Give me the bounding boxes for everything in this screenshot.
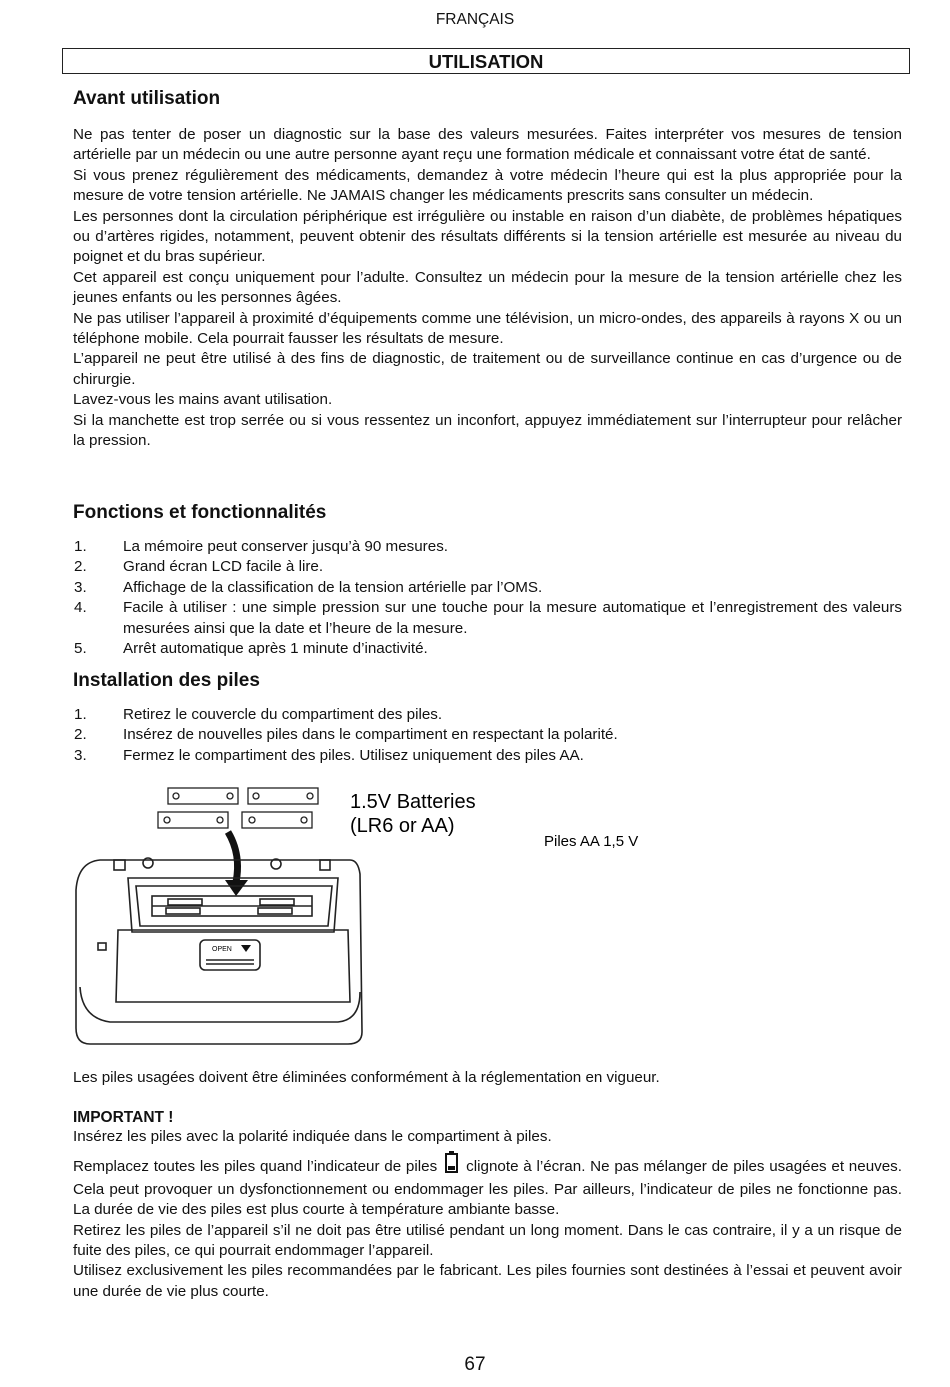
fonctions-list: [73, 537, 902, 659]
page-number: 67: [464, 1354, 486, 1375]
list-item: [73, 598, 902, 639]
list-item: [73, 578, 902, 598]
important-label: IMPORTANT !: [73, 1109, 174, 1126]
batteries-type-label: (LR6 or AA): [350, 815, 455, 837]
avant-paragraph: Si vous prenez régulièrement des médicaments, demandez à votre médecin l’heure qui est la plus appropriée pour la mesure de votre tension artérielle. Ne JAMAIS changer les médicaments prescrits sans consulter un médecin.: [73, 166, 902, 205]
avant-heading: Avant utilisation: [73, 88, 221, 109]
installation-section: [73, 670, 902, 766]
important-line: Insérez les piles avec la polarité indiquée dans le compartiment à piles.: [73, 1128, 552, 1145]
list-number: 2.: [74, 726, 87, 744]
list-text: Grand écran LCD facile à lire.: [123, 558, 324, 576]
list-text: Fermez le compartiment des piles. Utilisez uniquement des piles AA.: [123, 746, 584, 764]
battery-icons: [158, 788, 318, 828]
list-item: [73, 705, 902, 725]
list-text: Facile à utiliser : une simple pression sur une touche pour la mesure automatique et l’enregistrement des valeurs mesurées ainsi que la date et l’heure de la mesure.: [123, 599, 902, 637]
avant-paragraph: Les personnes dont la circulation périphérique est irrégulière ou instable en raison d’un diabète, de problèmes hépatiques ou d’artères rigides, notamment, peuvent obtenir des résultats différents si la tension artérielle est mesurée au niveau du poignet et du bras supérieur.: [73, 207, 902, 266]
list-item: [73, 746, 902, 766]
avant-section: [73, 88, 902, 452]
list-text: Retirez le couvercle du compartiment des piles.: [123, 706, 443, 723]
important-section: [73, 1109, 902, 1302]
list-number: 1.: [74, 538, 87, 555]
avant-paragraph: Cet appareil est conçu uniquement pour l’adulte. Consultez un médecin pour la mesure de la tension artérielle chez les jeunes enfants ou les personnes âgées.: [73, 268, 902, 307]
battery-installation-illustration: [70, 782, 670, 1052]
batteries-label: 1.5V Batteries: [350, 791, 476, 813]
disposal-note: Les piles usagées doivent être éliminées conformément à la réglementation en vigueur.: [73, 1069, 660, 1086]
list-number: 5.: [74, 640, 87, 658]
avant-paragraph: Lavez-vous les mains avant utilisation.: [73, 391, 333, 409]
language-label: FRANÇAIS: [435, 11, 515, 28]
avant-paragraph: L’appareil ne peut être utilisé à des fins de diagnostic, de traitement ou de surveillance continue en cas d’urgence ou de chirurgie.: [73, 350, 902, 388]
list-item: [73, 725, 902, 745]
battery-indicator-icon: [445, 1151, 458, 1179]
arrow-head-icon: [225, 880, 248, 896]
replace-text-before: Remplacez toutes les piles quand l’indicateur de piles: [73, 1158, 438, 1176]
avant-paragraph: Ne pas utiliser l’appareil à proximité d’équipements comme une télévision, un micro-ondes, des appareils à rayons X ou un téléphone mobile. Cela pourrait fausser les résultats de mesure.: [73, 309, 902, 348]
list-item: [73, 557, 902, 577]
avant-paragraph: Si la manchette est trop serrée ou si vous ressentez un inconfort, appuyez immédiatement sur l’interrupteur pour relâcher la pression.: [73, 411, 902, 450]
battery-caption: Piles AA 1,5 V: [544, 833, 639, 850]
list-number: 4.: [74, 599, 87, 617]
insert-arrow-icon: [228, 832, 238, 882]
fonctions-heading: Fonctions et fonctionnalités: [73, 502, 327, 523]
important-replace-paragraph: [73, 1151, 902, 1220]
open-arrow-icon: [241, 945, 251, 952]
disposal-section: [73, 1068, 902, 1088]
list-text: Arrêt automatique après 1 minute d’inactivité.: [123, 640, 428, 658]
installation-heading: Installation des piles: [73, 670, 260, 691]
installation-list: [73, 705, 902, 766]
list-item: [73, 537, 902, 557]
list-number: 3.: [74, 578, 87, 596]
list-number: 3.: [74, 746, 87, 764]
section-title: UTILISATION: [62, 48, 910, 74]
list-text: Insérez de nouvelles piles dans le compartiment en respectant la polarité.: [123, 726, 618, 744]
replace-text-after: clignote à l’écran. Ne pas mélanger de piles usagées et neuves. Cela peut provoquer un dysfonctionnement ou endommager les piles. Par ailleurs, l’indicateur de piles ne fonctionne pas. La durée de vie des piles est plus courte à température ambiante basse.: [73, 1158, 902, 1219]
list-text: Affichage de la classification de la tension artérielle par l’OMS.: [123, 578, 543, 596]
open-label: OPEN: [212, 946, 232, 953]
list-item: [73, 639, 902, 659]
list-number: 1.: [74, 706, 87, 723]
list-text: La mémoire peut conserver jusqu’à 90 mesures.: [123, 538, 449, 555]
important-paragraph: Retirez les piles de l’appareil s’il ne doit pas être utilisé pendant un long moment. Dans le cas contraire, il y a un risque de fuite des piles, ce qui pourrait endommager l’appareil.: [73, 1221, 902, 1260]
avant-paragraph: Ne pas tenter de poser un diagnostic sur la base des valeurs mesurées. Faites interpréter vos mesures de tension artérielle par un médecin ou une autre personne ayant reçu une formation médicale et connaissant votre état de santé.: [73, 126, 902, 164]
important-paragraph: Utilisez exclusivement les piles recommandées par le fabricant. Les piles fournies sont destinées à l’essai et peuvent avoir une durée de vie plus courte.: [73, 1262, 902, 1300]
list-number: 2.: [74, 558, 87, 576]
fonctions-section: [73, 502, 902, 659]
